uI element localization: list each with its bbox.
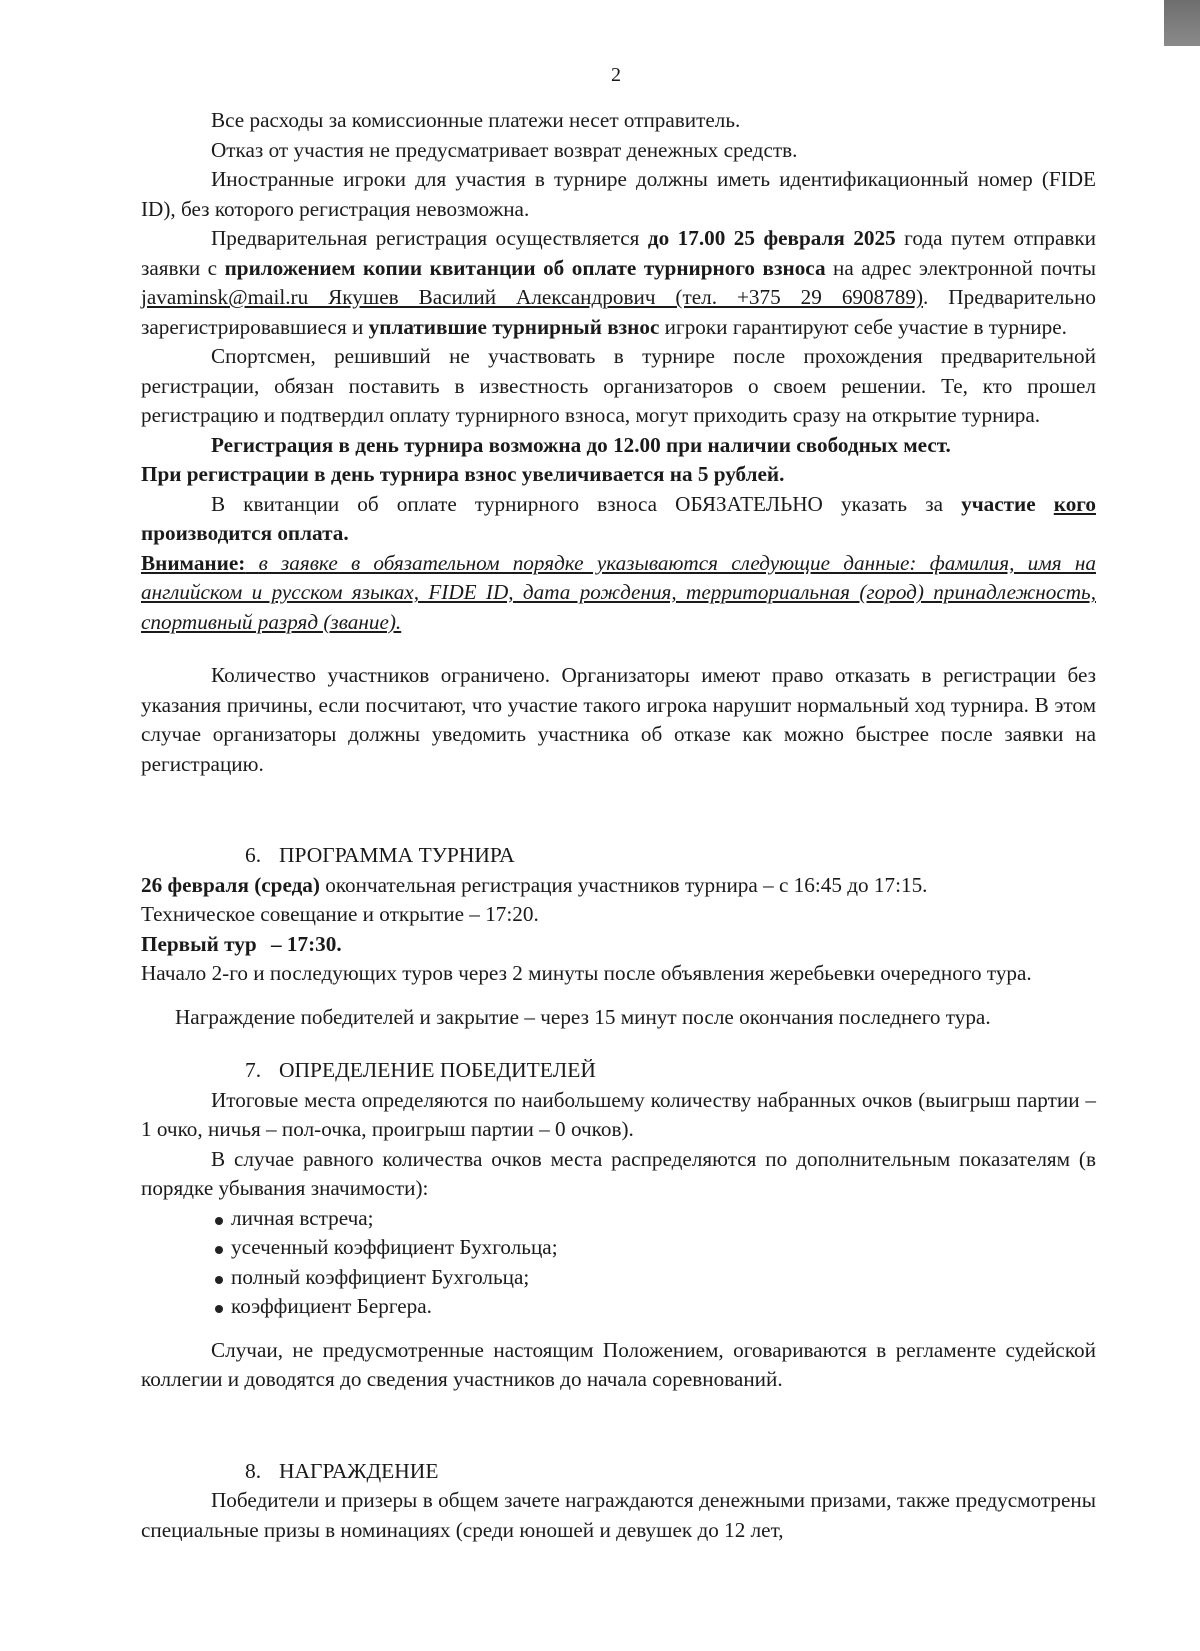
tiebreak-list — [141, 1204, 1096, 1322]
contact-email-link[interactable]: javaminsk@mail.ru Якушев Василий Александрович (тел. +375 29 6908789) — [141, 285, 924, 309]
paragraph-same-day-registration: Регистрация в день турнира возможна до 12.00 при наличии свободных мест. — [211, 432, 951, 457]
deadline-text: до 17.00 25 февраля 2025 — [647, 226, 896, 250]
paragraph-attention — [141, 549, 1096, 638]
section-heading-program: 6. ПРОГРАММА ТУРНИРА — [245, 843, 515, 867]
paragraph-refund: Отказ от участия не предусматривает возврат денежных средств. — [211, 137, 798, 162]
program-line-meeting: Техническое совещание и открытие – 17:20. — [141, 902, 539, 926]
paragraph-preregistration: Предварительная регистрация осуществляется до 17.00 25 февраля 2025 года путем отправки заявки с приложением копии квитанции об оплате турнирного взноса на адрес электронной почты javaminsk@mail.ru Якушев Василий Александрович (тел. +375 29 6908789). Предварительно зарегистрировавшиеся и уплатившие турнирный взнос игроки гарантируют себе участие в турнире. — [141, 226, 1096, 339]
program-line-rounds: Начало 2-го и последующих туров через 2 минуты после объявления жеребьевки очередного тура. — [141, 961, 1032, 985]
receipt-requirement: приложением копии квитанции об оплате турнирного взноса — [224, 255, 826, 280]
paragraph-final-places: Итоговые места определяются по наибольшему количеству набранных очков (выигрыш партии – 1 очко, ничья – пол-очка, проигрыш партии – 0 очков). — [141, 1087, 1096, 1141]
section-heading-awards: 8. НАГРАЖДЕНИЕ — [245, 1458, 439, 1483]
paragraph-withdrawal: Спортсмен, решивший не участвовать в турнире после прохождения предварительной регистрации, обязан поставить в известность организаторов о своем решении. Те, кто прошел регистрацию и подтвердил оплату турнирного взноса, могут приходить сразу на открытие турнира. — [141, 344, 1096, 427]
paragraph-receipt: В квитанции об оплате турнирного взноса ОБЯЗАТЕЛЬНО указать за участие кого производится оплата. — [141, 491, 1096, 545]
attention-label: Внимание: — [141, 550, 246, 575]
paragraph-awards: Победители и призеры в общем зачете награждаются денежными призами, также предусмотрены специальные призы в номинациях (среди юношей и девушек до 12 лет, — [141, 1488, 1096, 1542]
page-number: 2 — [611, 64, 621, 86]
list-item: коэффициент Бергера. — [213, 1292, 1096, 1322]
program-line-registration: 26 февраля (среда) окончательная регистрация участников турнира – с 16:45 до 17:15. — [141, 872, 928, 897]
paragraph-fee-increase: При регистрации в день турнира взнос увеличивается на 5 рублей. — [141, 462, 785, 486]
list-item: личная встреча; — [213, 1204, 1096, 1234]
list-item: полный коэффициент Бухгольца; — [213, 1263, 1096, 1293]
attention-text: в заявке в обязательном порядке указываются следующие данные: фамилия, имя на английском и русском языках, FIDE ID, дата рождения, территориальная (город) принадлежность, спортивный разряд (звание). — [141, 550, 1096, 634]
scan-corner-mark — [1164, 0, 1200, 46]
paragraph-foreign-players: Иностранные игроки для участия в турнире должны иметь идентификационный номер (FIDE ID), без которого регистрация невозможна. — [141, 167, 1096, 221]
program-line-first-round: Первый тур – 17:30. — [141, 931, 342, 956]
program-line-closing: Награждение победителей и закрытие – через 15 минут после окончания последнего тура. — [175, 1004, 991, 1029]
section-heading-winners: 7. ОПРЕДЕЛЕНИЕ ПОБЕДИТЕЛЕЙ — [245, 1058, 596, 1082]
paragraph-participants-limit: Количество участников ограничено. Организаторы имеют право отказать в регистрации без указания причины, если посчитают, что участие такого игрока нарушит нормальный ход турнира. В этом случае организаторы должны уведомить участника об отказе как можно быстрее после заявки на регистрацию. — [141, 663, 1096, 776]
fee-paid-text: уплатившие турнирный взнос — [368, 314, 660, 339]
paragraph-unforeseen-cases: Случаи, не предусмотренные настоящим Положением, оговариваются в регламенте судейской коллегии и доводятся до сведения участников до начала соревнований. — [141, 1337, 1096, 1391]
paragraph-tiebreak-intro: В случае равного количества очков места распределяются по дополнительным показателям (в порядке убывания значимости): — [141, 1146, 1096, 1200]
list-item: усеченный коэффициент Бухгольца; — [213, 1233, 1096, 1263]
document-body — [141, 106, 1096, 1545]
paragraph-fees: Все расходы за комиссионные платежи несет отправитель. — [211, 108, 741, 132]
